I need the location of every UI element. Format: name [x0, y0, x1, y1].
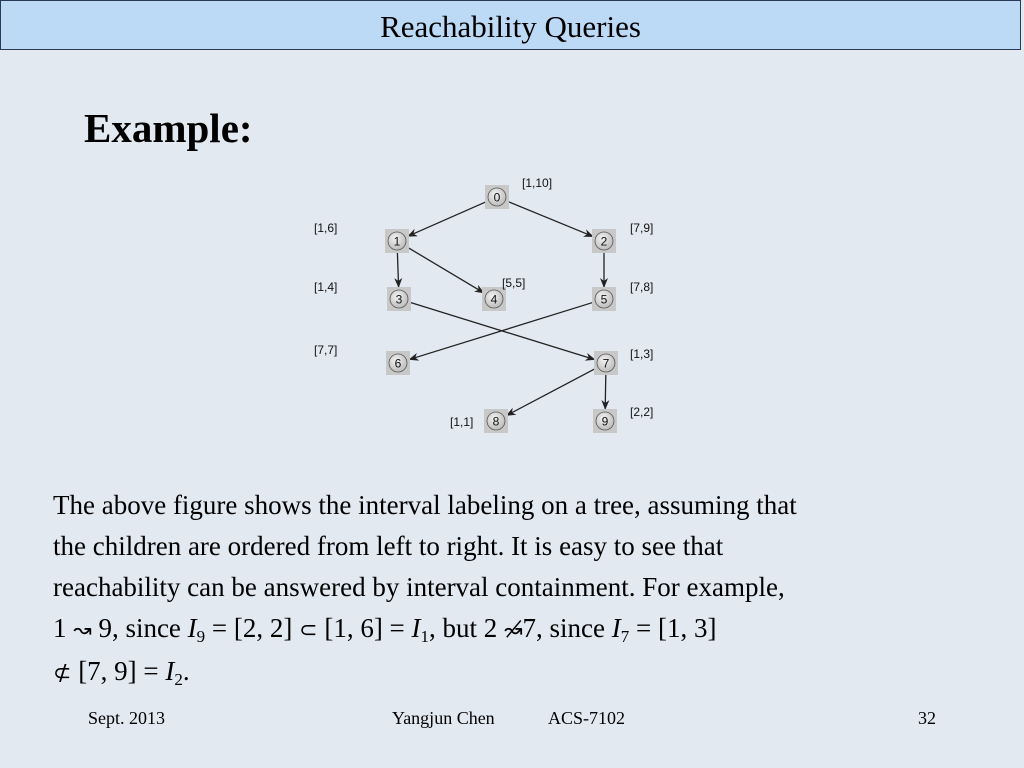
subset-symbol: ⊂	[299, 618, 318, 643]
reaches-symbol: ↝	[73, 618, 92, 643]
edge-0-2	[508, 202, 593, 237]
text-line-5: ⊄ [7, $9] = I_2$.	[53, 656, 190, 689]
node-2-label: 2	[600, 234, 608, 249]
node-0-label: 0	[493, 190, 501, 205]
explanation-text	[53, 485, 1003, 694]
node-9-label: 9	[601, 414, 609, 429]
edge-0-1	[408, 202, 486, 236]
footer-author: Yangjun Chen	[392, 708, 495, 728]
node-4-label: 4	[490, 292, 498, 307]
interval-label-4: [5,5]	[502, 276, 526, 290]
edge-1-4	[407, 247, 483, 293]
footer-date: Sept. 2013	[88, 708, 166, 728]
footer-page-number: 32	[918, 708, 936, 728]
edge-7-9	[605, 375, 606, 409]
example-heading: Example:	[84, 105, 253, 151]
text-line-3: reachability can be answered by interval containment. For example,	[53, 572, 785, 602]
node-3-label: 3	[395, 292, 403, 307]
text-line-4: 1 ↝ 9, since $I_9 = [2$, 2] ⊂ [1, $6] = I_1$, but 2 ↝̸7, since $I_7 = [1$, 3]	[53, 613, 717, 646]
interval-label-6: [7,7]	[314, 343, 338, 357]
node-1-label: 1	[393, 234, 401, 249]
interval-label-3: [1,4]	[314, 280, 338, 294]
interval-label-9: [2,2]	[630, 405, 654, 419]
node-5-label: 5	[600, 292, 608, 307]
interval-label-0: [1,10]	[522, 176, 553, 190]
node-7-label: 7	[602, 356, 610, 371]
interval-label-7: [1,3]	[630, 347, 654, 361]
edge-1-3	[397, 253, 398, 287]
interval-label-1: [1,6]	[314, 221, 338, 235]
not-reaches-symbol: ↝̸	[504, 618, 523, 643]
interval-label-2: [7,9]	[630, 221, 654, 235]
interval-label-8: [1,1]	[450, 415, 474, 429]
nodes	[385, 185, 618, 433]
text-line-2: the children are ordered from left to right. It is easy to see that	[53, 531, 724, 561]
interval-label-5: [7,8]	[630, 280, 654, 294]
not-subset-symbol: ⊄	[53, 661, 72, 686]
footer-course: ACS-7102	[548, 708, 626, 728]
edge-7-8	[507, 369, 596, 416]
slide-title: Reachability Queries	[380, 9, 641, 44]
node-6-label: 6	[394, 356, 402, 371]
node-8-label: 8	[492, 414, 500, 429]
text-line-1: The above figure shows the interval labeling on a tree, assuming that	[53, 490, 797, 520]
